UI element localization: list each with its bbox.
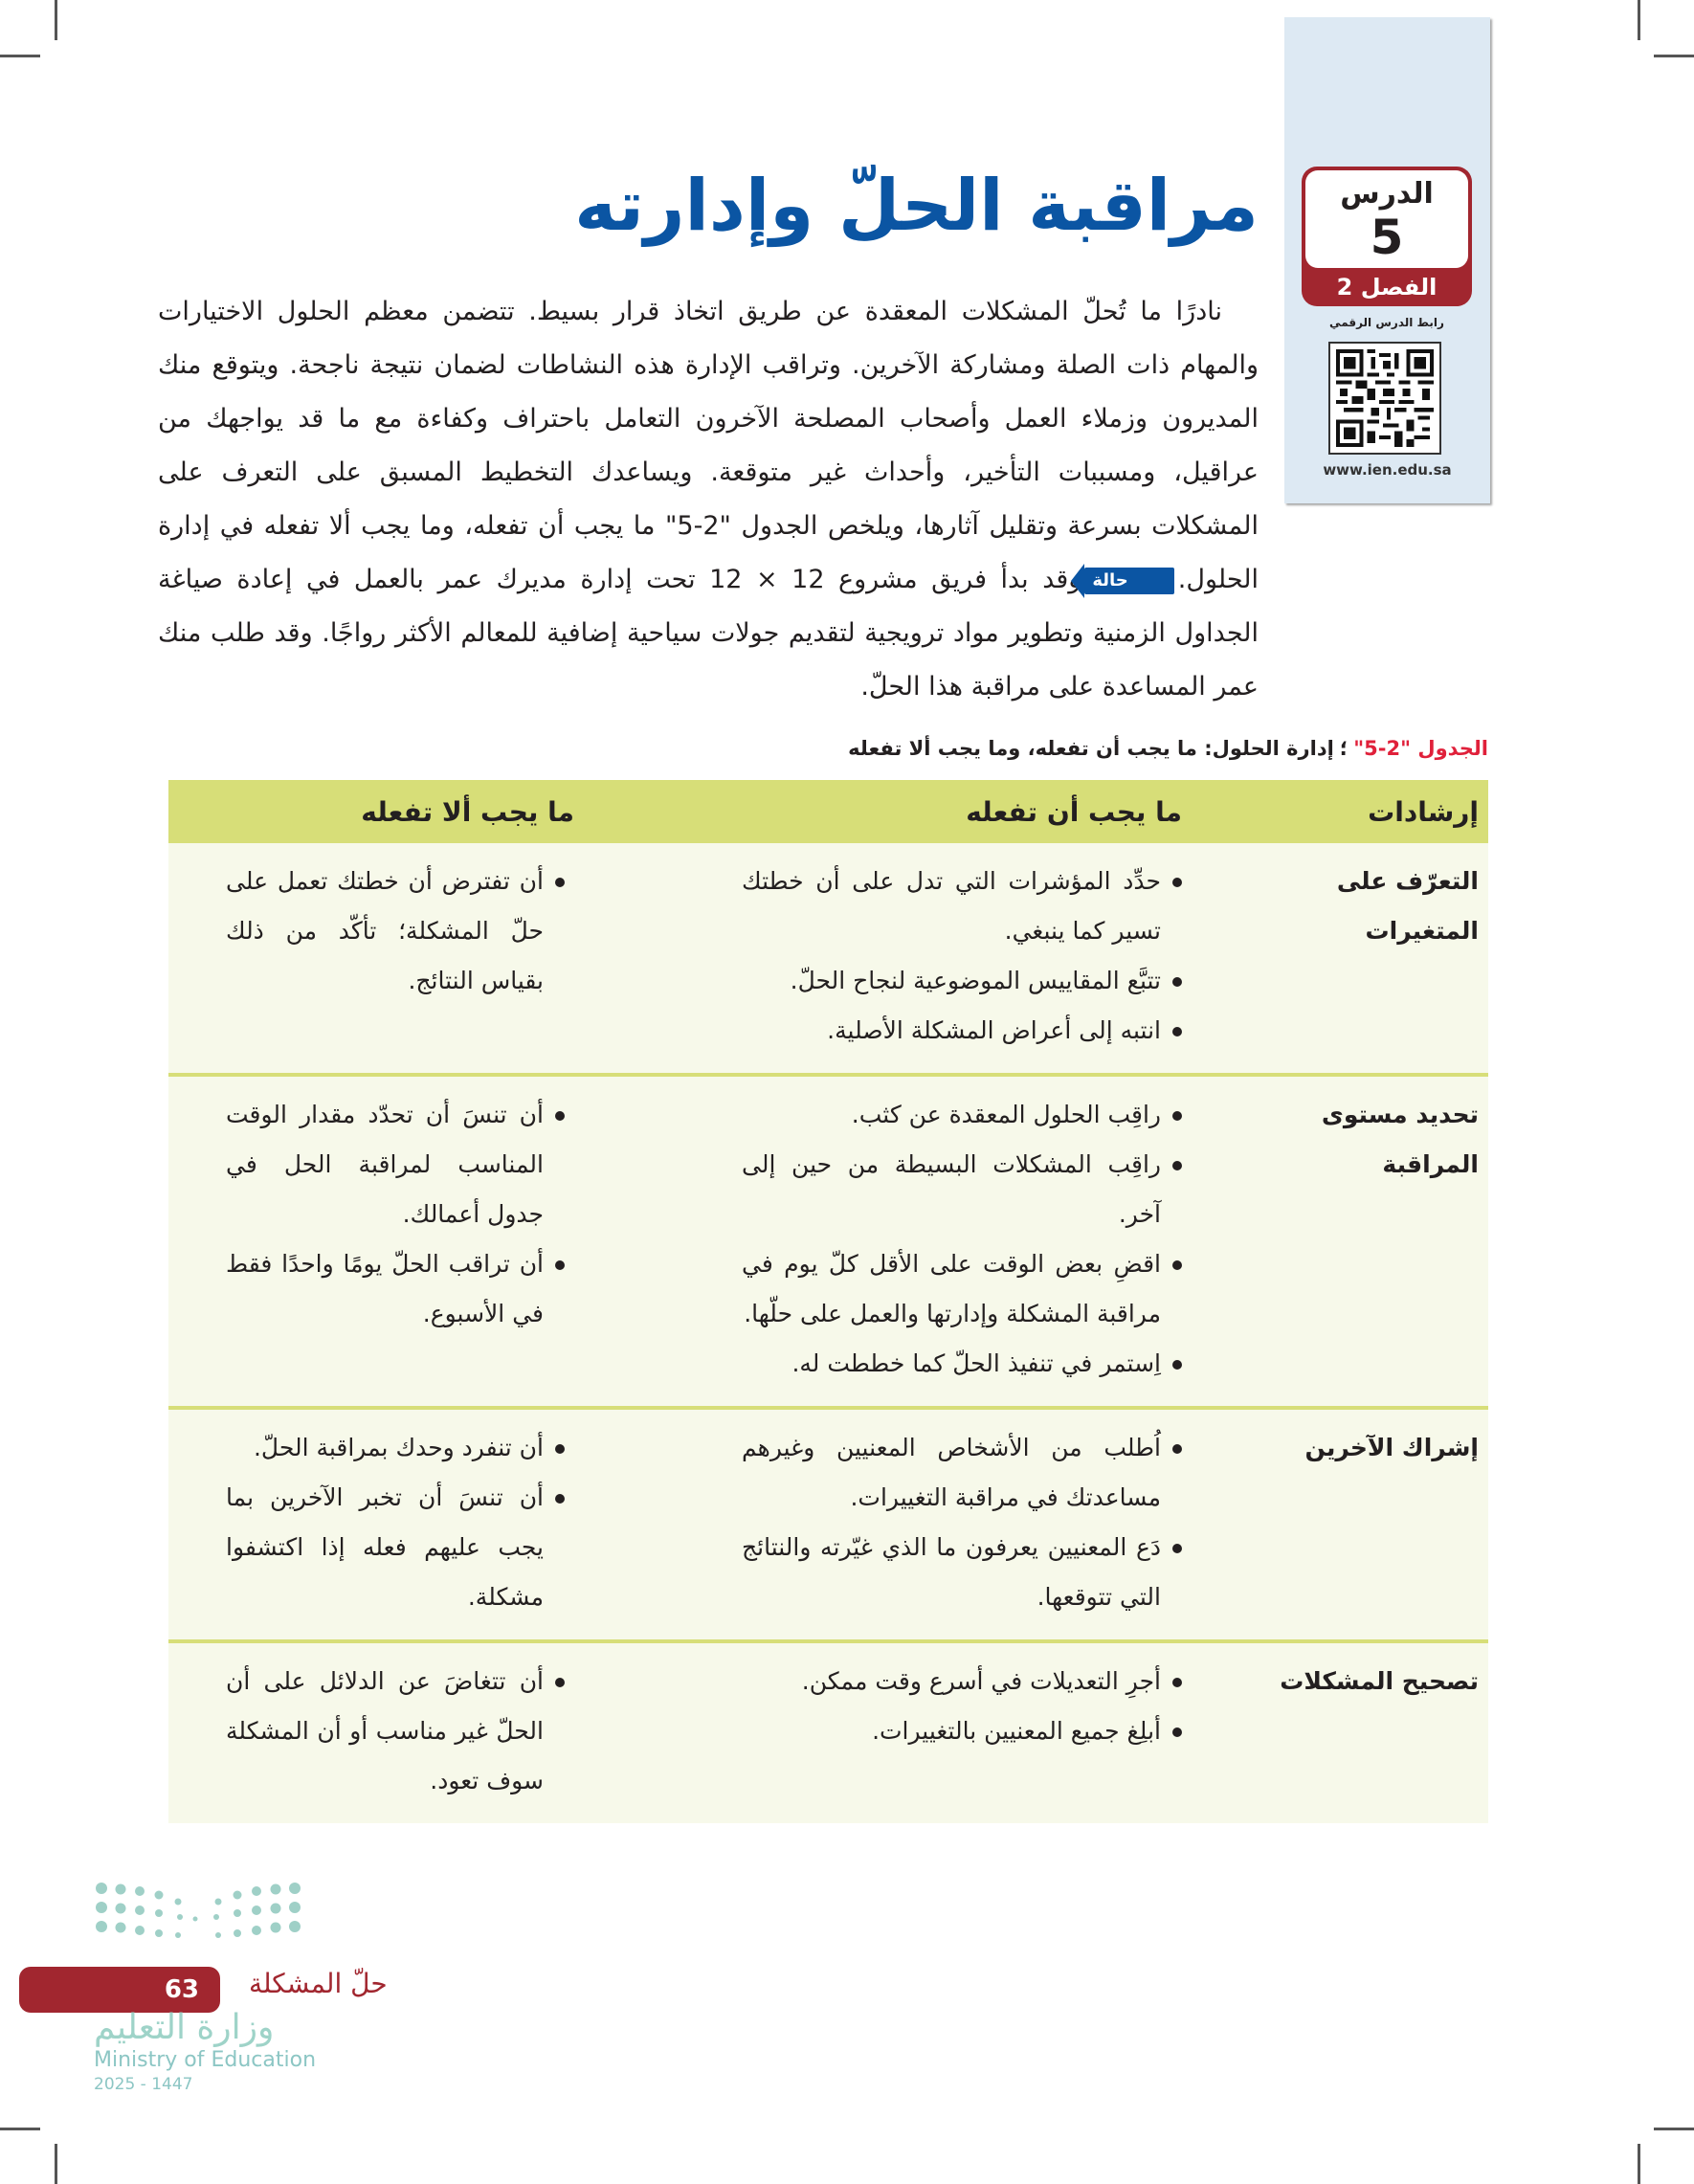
do-item: اقضِ بعض الوقت على الأقل كلّ يوم في مراقبة المشكلة وإدارتها والعمل على حلّها. <box>742 1239 1182 1339</box>
guidance-cell: إشراك الآخرين <box>1304 1434 1479 1461</box>
do-item: أجرِ التعديلات في أسرع وقت ممكن. <box>742 1657 1182 1706</box>
dont-cell <box>168 1641 684 1823</box>
header-do: ما يجب أن تفعله <box>684 780 1201 843</box>
dont-cell <box>168 843 684 1075</box>
crop-mark <box>1638 0 1640 40</box>
dont-cell <box>168 1075 684 1408</box>
guidance-cell: تحديد مستوى المراقبة <box>1321 1101 1479 1178</box>
page-number: 63 <box>164 1975 199 2004</box>
qr-code-icon[interactable] <box>1328 342 1441 455</box>
do-item: انتبه إلى أعراض المشكلة الأصلية. <box>742 1006 1182 1056</box>
dont-item: أن تفترض أن خطتك تعمل على حلّ المشكلة؛ تأكّد من ذلك بقياس النتائج. <box>226 857 565 1006</box>
dont-item: أن تنسَ أن تحدّد مقدار الوقت المناسب لمراقبة الحل في جدول أعمالك. <box>226 1090 565 1239</box>
do-item: حدِّد المؤشرات التي تدل على أن خطتك تسير كما ينبغي. <box>742 857 1182 956</box>
lesson-badge <box>1302 167 1472 306</box>
crop-mark <box>55 0 57 40</box>
dont-item: أن تتغاضَ عن الدلائل على أن الحلّ غير مناسب أو أن المشكلة سوف تعود. <box>226 1657 565 1806</box>
ministry-name-english: Ministry of Education <box>94 2048 317 2072</box>
dont-item: أن تنسَ أن تخبر الآخرين بما يجب عليهم فعله إذا اكتشفوا مشكلة. <box>226 1473 565 1622</box>
do-item: راقِب المشكلات البسيطة من حين إلى آخر. <box>742 1140 1182 1239</box>
ministry-name-arabic: وزارة التعليم <box>94 2008 275 2047</box>
do-item: راقِب الحلول المعقدة عن كثب. <box>742 1090 1182 1140</box>
crop-mark <box>0 55 40 57</box>
table-row <box>168 1075 1488 1408</box>
guidance-cell: تصحيح المشكلات <box>1280 1667 1479 1695</box>
do-cell <box>684 1641 1201 1823</box>
do-item: تتبَّع المقاييس الموضوعية لنجاح الحلّ. <box>742 956 1182 1006</box>
dont-item: أن تنفرد وحدك بمراقبة الحلّ. <box>226 1423 565 1473</box>
intro-paragraph <box>158 285 1259 714</box>
digital-link-label: رابط الدرس الرقمي <box>1329 316 1444 329</box>
crop-mark <box>1654 2128 1694 2130</box>
crop-mark <box>1654 55 1694 57</box>
do-cell <box>684 1408 1201 1641</box>
table-row <box>168 843 1488 1075</box>
table-row <box>168 1641 1488 1823</box>
do-item: أبلِغ جميع المعنيين بالتغييرات. <box>742 1706 1182 1756</box>
page-title: مراقبة الحلّ وإدارته <box>574 165 1259 247</box>
dont-item: أن تراقب الحلّ يومًا واحدًا فقط في الأسبوع. <box>226 1239 565 1339</box>
edition-year: 2025 - 1447 <box>94 2075 193 2094</box>
do-item: اِستمر في تنفيذ الحلّ كما خططت له. <box>742 1339 1182 1389</box>
lesson-word: الدرس <box>1340 177 1434 211</box>
crop-mark <box>1638 2144 1640 2184</box>
crop-mark <box>55 2144 57 2184</box>
chapter-label: الفصل 2 <box>1336 274 1438 301</box>
do-item: اُطلب من الأشخاص المعنيين وغيرهم مساعدتك في مراقبة التغييرات. <box>742 1423 1182 1523</box>
intro-text-part1: نادرًا ما تُحلّ المشكلات المعقدة عن طريق اتخاذ قرار بسيط. تتضمن معظم الحلول الاختيارات والمهام ذات الصلة ومشاركة الآخرين. وتراقب الإدارة هذه النشاطات لضمان نتيجة ناجحة. ويتوقع منك المديرون وزملاء العمل وأصحاب المصلحة الآخرون التعامل باحتراف وكفاءة مع ما قد يواجهك من عراقيل، ومسببات التأخير، وأحداث غير متوقعة. ويساعدك التخطيط المسبق على التعرف على المشكلات بسرعة وتقليل آثارها، ويلخص الجدول "2-5" ما يجب أن تفعله، وما يجب ألا تفعله في إدارة الحلول. <box>158 297 1259 594</box>
table-caption-title: إدارة الحلول: ما يجب أن تفعله، وما يجب ألا تفعله <box>848 737 1334 760</box>
site-url-link[interactable]: www.ien.edu.sa <box>1323 461 1452 479</box>
table-caption-separator: ؛ <box>1339 737 1349 760</box>
crop-mark <box>0 2128 40 2130</box>
table-caption-label: الجدول "2-5" <box>1353 737 1488 760</box>
solutions-management-table <box>168 780 1488 1823</box>
case-tag: حالة <box>1084 568 1173 594</box>
table-header-row <box>168 780 1488 843</box>
header-dont: ما يجب ألا تفعله <box>168 780 684 843</box>
lesson-number: 5 <box>1370 210 1404 265</box>
intro-text-part2: وقد بدأ فريق مشروع 12 × 12 تحت إدارة مديرك عمر بالعمل في إعادة صياغة الجداول الزمنية وتطوير مواد ترويجية لتقديم جولات سياحية إضافية للمعالم الأكثر رواجًا. وقد طلب منك عمر المساعدة على مراقبة هذا الحلّ. <box>158 565 1259 702</box>
do-cell <box>684 1075 1201 1408</box>
page-number-badge <box>19 1967 220 2013</box>
guidance-cell: التعرّف على المتغيرات <box>1336 867 1479 945</box>
dont-cell <box>168 1408 684 1641</box>
table-row <box>168 1408 1488 1641</box>
ministry-logo-icon <box>94 1881 302 1950</box>
table-caption <box>848 737 1488 760</box>
header-guidance: إرشادات <box>1201 780 1488 843</box>
do-cell <box>684 843 1201 1075</box>
do-item: دَع المعنيين يعرفون ما الذي غيّرته والنتائج التي تتوقعها. <box>742 1523 1182 1622</box>
footer-section-name: حلّ المشكلة <box>249 1968 388 1999</box>
